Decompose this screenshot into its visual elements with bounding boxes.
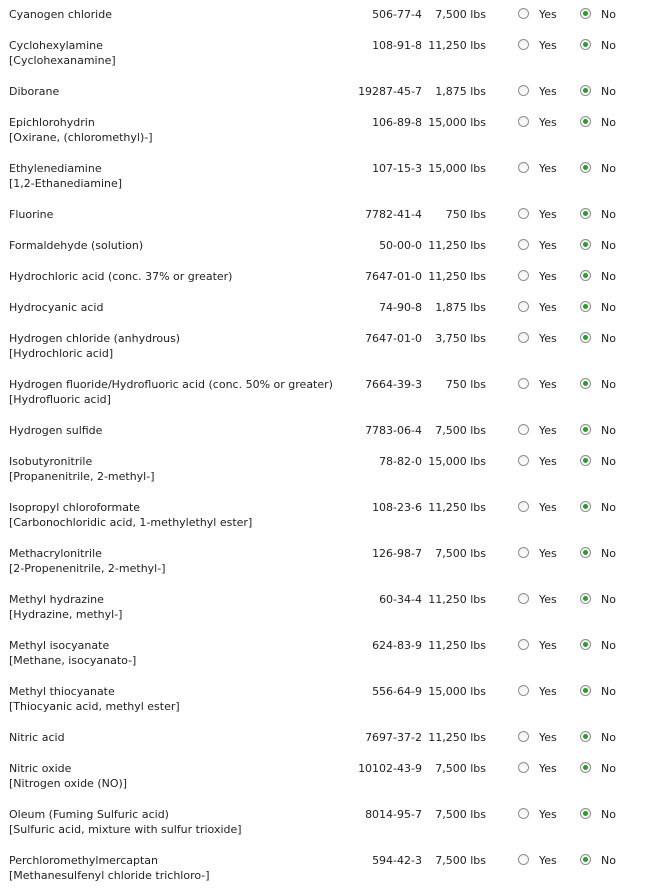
cas-number: 126-98-7 <box>372 547 422 560</box>
threshold-quantity: 1,875 lbs <box>435 301 486 314</box>
chemical-synonym: [Hydrochloric acid] <box>9 347 114 360</box>
threshold-quantity: 7,500 lbs <box>435 424 486 437</box>
chemical-synonym: [1,2-Ethanediamine] <box>9 177 123 190</box>
chemical-synonym: [Propanenitrile, 2-methyl-] <box>9 470 155 483</box>
threshold-quantity: 11,250 lbs <box>428 639 486 652</box>
chemical-name: Methyl thiocyanate <box>9 685 115 698</box>
chemical-name: Nitric acid <box>9 731 65 744</box>
yes-radio[interactable] <box>518 762 529 773</box>
no-radio[interactable] <box>580 332 591 343</box>
cas-number: 60-34-4 <box>379 593 422 606</box>
no-radio[interactable] <box>580 501 591 512</box>
chemical-name-cell <box>9 115 339 145</box>
cas-number: 19287-45-7 <box>358 85 422 98</box>
chemical-synonym: [Hydrofluoric acid] <box>9 393 111 406</box>
no-label[interactable]: No <box>601 270 616 283</box>
yes-label[interactable]: Yes <box>539 332 557 345</box>
no-radio[interactable] <box>580 455 591 466</box>
no-label[interactable]: No <box>601 685 616 698</box>
chemical-synonym: [Nitrogen oxide (NO)] <box>9 777 128 790</box>
chemical-name-cell <box>9 238 339 253</box>
yes-label[interactable]: Yes <box>539 808 557 821</box>
yes-radio[interactable] <box>518 39 529 50</box>
cas-number: 74-90-8 <box>379 301 422 314</box>
chemical-name-cell <box>9 853 339 883</box>
chemical-name-cell <box>9 300 339 315</box>
yes-label[interactable]: Yes <box>539 639 557 652</box>
yes-radio[interactable] <box>518 547 529 558</box>
yes-radio[interactable] <box>518 685 529 696</box>
yes-radio[interactable] <box>518 501 529 512</box>
cas-number: 594-42-3 <box>372 854 422 867</box>
yes-label[interactable]: Yes <box>539 547 557 560</box>
chemical-name-cell <box>9 454 339 484</box>
no-radio[interactable] <box>580 808 591 819</box>
yes-radio[interactable] <box>518 85 529 96</box>
no-radio[interactable] <box>580 593 591 604</box>
chemical-synonym: [Hydrazine, methyl-] <box>9 608 123 621</box>
no-radio[interactable] <box>580 239 591 250</box>
yes-label[interactable]: Yes <box>539 731 557 744</box>
chemical-name: Perchloromethylmercaptan <box>9 854 158 867</box>
no-label[interactable]: No <box>601 424 616 437</box>
threshold-quantity: 15,000 lbs <box>428 162 486 175</box>
threshold-quantity: 7,500 lbs <box>435 547 486 560</box>
threshold-quantity: 1,875 lbs <box>435 85 486 98</box>
yes-radio[interactable] <box>518 854 529 865</box>
chemical-name: Diborane <box>9 85 60 98</box>
yes-label[interactable]: Yes <box>539 116 557 129</box>
no-radio[interactable] <box>580 731 591 742</box>
yes-label[interactable]: Yes <box>539 762 557 775</box>
no-label[interactable]: No <box>601 208 616 221</box>
chemical-name: Methyl isocyanate <box>9 639 110 652</box>
yes-radio[interactable] <box>518 8 529 19</box>
chemical-name-cell <box>9 592 339 622</box>
chemical-name-cell <box>9 546 339 576</box>
yes-label[interactable]: Yes <box>539 593 557 606</box>
threshold-quantity: 7,500 lbs <box>435 8 486 21</box>
yes-radio[interactable] <box>518 301 529 312</box>
no-label[interactable]: No <box>601 547 616 560</box>
no-label[interactable]: No <box>601 762 616 775</box>
yes-label[interactable]: Yes <box>539 378 557 391</box>
yes-label[interactable]: Yes <box>539 854 557 867</box>
yes-radio[interactable] <box>518 270 529 281</box>
chemical-name-cell <box>9 377 339 407</box>
threshold-quantity: 11,250 lbs <box>428 593 486 606</box>
yes-label[interactable]: Yes <box>539 270 557 283</box>
cas-number: 556-64-9 <box>372 685 422 698</box>
yes-label[interactable]: Yes <box>539 424 557 437</box>
threshold-quantity: 11,250 lbs <box>428 731 486 744</box>
threshold-quantity: 3,750 lbs <box>435 332 486 345</box>
chemical-synonym: [2-Propenenitrile, 2-methyl-] <box>9 562 166 575</box>
no-label[interactable]: No <box>601 239 616 252</box>
cas-number: 107-15-3 <box>372 162 422 175</box>
chemical-name: Methyl hydrazine <box>9 593 104 606</box>
no-radio[interactable] <box>580 685 591 696</box>
no-label[interactable]: No <box>601 332 616 345</box>
no-radio[interactable] <box>580 39 591 50</box>
chemical-name: Formaldehyde (solution) <box>9 239 144 252</box>
no-label[interactable]: No <box>601 731 616 744</box>
no-label[interactable]: No <box>601 116 616 129</box>
no-label[interactable]: No <box>601 162 616 175</box>
no-radio[interactable] <box>580 270 591 281</box>
chemical-name-cell <box>9 7 339 22</box>
yes-label[interactable]: Yes <box>539 501 557 514</box>
chemical-synonym: [Sulfuric acid, mixture with sulfur trioxide] <box>9 823 242 836</box>
cas-number: 10102-43-9 <box>358 762 422 775</box>
cas-number: 8014-95-7 <box>365 808 422 821</box>
chemical-name-cell <box>9 161 339 191</box>
no-label[interactable]: No <box>601 8 616 21</box>
chemical-name: Methacrylonitrile <box>9 547 102 560</box>
chemical-name: Fluorine <box>9 208 54 221</box>
chemical-name: Hydrogen sulfide <box>9 424 103 437</box>
yes-label[interactable]: Yes <box>539 455 557 468</box>
chemical-synonym: [Methanesulfenyl chloride trichloro-] <box>9 869 210 882</box>
chemical-name: Hydrochloric acid (conc. 37% or greater) <box>9 270 233 283</box>
threshold-quantity: 750 lbs <box>445 208 486 221</box>
chemical-name-cell <box>9 500 339 530</box>
chemical-name-cell <box>9 331 339 361</box>
yes-radio[interactable] <box>518 239 529 250</box>
yes-radio[interactable] <box>518 378 529 389</box>
no-label[interactable]: No <box>601 593 616 606</box>
threshold-quantity: 750 lbs <box>445 378 486 391</box>
chemical-name: Isopropyl chloroformate <box>9 501 141 514</box>
cas-number: 108-23-6 <box>372 501 422 514</box>
no-radio[interactable] <box>580 424 591 435</box>
threshold-quantity: 11,250 lbs <box>428 239 486 252</box>
yes-label[interactable]: Yes <box>539 85 557 98</box>
yes-label[interactable]: Yes <box>539 239 557 252</box>
no-radio[interactable] <box>580 378 591 389</box>
chemical-synonym: [Cyclohexanamine] <box>9 54 116 67</box>
no-label[interactable]: No <box>601 639 616 652</box>
no-label[interactable]: No <box>601 85 616 98</box>
cas-number: 108-91-8 <box>372 39 422 52</box>
cas-number: 7782-41-4 <box>365 208 422 221</box>
cas-number: 624-83-9 <box>372 639 422 652</box>
no-radio[interactable] <box>580 208 591 219</box>
chemical-synonym: [Methane, isocyanato-] <box>9 654 137 667</box>
chemical-name-cell <box>9 684 339 714</box>
yes-radio[interactable] <box>518 162 529 173</box>
chemical-name: Ethylenediamine <box>9 162 102 175</box>
threshold-quantity: 11,250 lbs <box>428 39 486 52</box>
cas-number: 506-77-4 <box>372 8 422 21</box>
chemical-name: Cyanogen chloride <box>9 8 112 21</box>
yes-radio[interactable] <box>518 808 529 819</box>
yes-radio[interactable] <box>518 639 529 650</box>
no-radio[interactable] <box>580 854 591 865</box>
yes-radio[interactable] <box>518 116 529 127</box>
chemical-name-cell <box>9 269 339 284</box>
chemical-name: Hydrogen fluoride/Hydrofluoric acid (conc. 50% or greater) <box>9 378 333 391</box>
yes-radio[interactable] <box>518 332 529 343</box>
yes-label[interactable]: Yes <box>539 208 557 221</box>
yes-radio[interactable] <box>518 455 529 466</box>
no-radio[interactable] <box>580 639 591 650</box>
cas-number: 7783-06-4 <box>365 424 422 437</box>
threshold-quantity: 7,500 lbs <box>435 808 486 821</box>
yes-radio[interactable] <box>518 593 529 604</box>
yes-radio[interactable] <box>518 731 529 742</box>
yes-label[interactable]: Yes <box>539 39 557 52</box>
cas-number: 7647-01-0 <box>365 332 422 345</box>
yes-label[interactable]: Yes <box>539 162 557 175</box>
cas-number: 78-82-0 <box>379 455 422 468</box>
chemical-name: Hydrogen chloride (anhydrous) <box>9 332 181 345</box>
no-radio[interactable] <box>580 762 591 773</box>
no-label[interactable]: No <box>601 301 616 314</box>
threshold-quantity: 7,500 lbs <box>435 762 486 775</box>
yes-label[interactable]: Yes <box>539 685 557 698</box>
no-label[interactable]: No <box>601 808 616 821</box>
chemical-name-cell <box>9 638 339 668</box>
chemical-name-cell <box>9 84 339 99</box>
yes-radio[interactable] <box>518 424 529 435</box>
chemical-name-cell <box>9 807 339 837</box>
threshold-quantity: 15,000 lbs <box>428 455 486 468</box>
cas-number: 7697-37-2 <box>365 731 422 744</box>
cas-number: 7647-01-0 <box>365 270 422 283</box>
yes-label[interactable]: Yes <box>539 8 557 21</box>
no-radio[interactable] <box>580 301 591 312</box>
cas-number: 7664-39-3 <box>365 378 422 391</box>
threshold-quantity: 11,250 lbs <box>428 501 486 514</box>
chemical-name-cell <box>9 38 339 68</box>
yes-label[interactable]: Yes <box>539 301 557 314</box>
threshold-quantity: 7,500 lbs <box>435 854 486 867</box>
cas-number: 106-89-8 <box>372 116 422 129</box>
chemical-name: Hydrocyanic acid <box>9 301 104 314</box>
cas-number: 50-00-0 <box>379 239 422 252</box>
no-label[interactable]: No <box>601 854 616 867</box>
yes-radio[interactable] <box>518 208 529 219</box>
chemical-name: Isobutyronitrile <box>9 455 93 468</box>
no-radio[interactable] <box>580 8 591 19</box>
chemical-synonym: [Carbonochloridic acid, 1-methylethyl ester] <box>9 516 253 529</box>
no-label[interactable]: No <box>601 39 616 52</box>
no-radio[interactable] <box>580 85 591 96</box>
no-radio[interactable] <box>580 162 591 173</box>
threshold-quantity: 15,000 lbs <box>428 685 486 698</box>
threshold-quantity: 11,250 lbs <box>428 270 486 283</box>
chemical-name-cell <box>9 730 339 745</box>
chemical-synonym: [Thiocyanic acid, methyl ester] <box>9 700 180 713</box>
chemical-name: Oleum (Fuming Sulfuric acid) <box>9 808 169 821</box>
chemical-name: Nitric oxide <box>9 762 72 775</box>
chemical-name-cell <box>9 423 339 438</box>
threshold-quantity: 15,000 lbs <box>428 116 486 129</box>
no-label[interactable]: No <box>601 455 616 468</box>
no-radio[interactable] <box>580 547 591 558</box>
chemical-name: Epichlorohydrin <box>9 116 95 129</box>
chemical-name: Cyclohexylamine <box>9 39 103 52</box>
no-label[interactable]: No <box>601 501 616 514</box>
chemical-name-cell <box>9 761 339 791</box>
chemical-synonym: [Oxirane, (chloromethyl)-] <box>9 131 153 144</box>
no-label[interactable]: No <box>601 378 616 391</box>
chemical-name-cell <box>9 207 339 222</box>
no-radio[interactable] <box>580 116 591 127</box>
